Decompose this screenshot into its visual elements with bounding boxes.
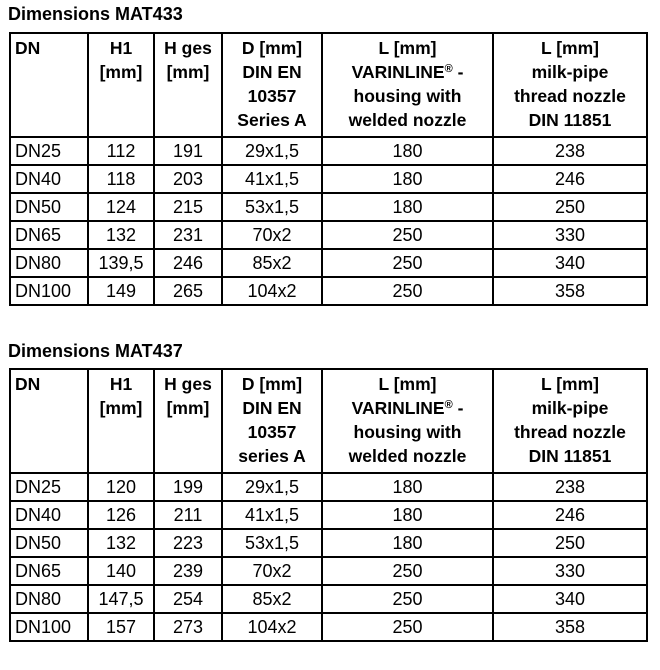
- cell-hges: 231: [154, 221, 222, 249]
- header-l-varinline-line-2: [323, 396, 492, 420]
- cell-h1: 149: [88, 277, 154, 305]
- header-row: [10, 33, 647, 137]
- cell-hges: 273: [154, 613, 222, 641]
- cell-h1: 157: [88, 613, 154, 641]
- cell-h1: 118: [88, 165, 154, 193]
- cell-l-milkpipe: 340: [493, 249, 647, 277]
- header-d: [222, 369, 322, 473]
- cell-hges: 223: [154, 529, 222, 557]
- header-l-varinline-line-1: L [mm]: [378, 38, 437, 58]
- cell-dn: DN80: [10, 585, 88, 613]
- cell-dn: DN100: [10, 613, 88, 641]
- table-row: [10, 193, 647, 221]
- cell-l-milkpipe: 238: [493, 473, 647, 501]
- header-h1: [88, 33, 154, 137]
- table-row: [10, 165, 647, 193]
- header-l-varinline-line-2: [323, 60, 492, 84]
- cell-l-milkpipe: 358: [493, 277, 647, 305]
- cell-h1: 139,5: [88, 249, 154, 277]
- cell-dn: DN100: [10, 277, 88, 305]
- cell-d: 53x1,5: [222, 529, 322, 557]
- cell-l-milkpipe: 246: [493, 501, 647, 529]
- section-title-mat437: Dimensions MAT437: [8, 341, 183, 361]
- header-l-varinline: [322, 369, 493, 473]
- cell-l-milkpipe: 246: [493, 165, 647, 193]
- cell-hges: 239: [154, 557, 222, 585]
- table-row: [10, 221, 647, 249]
- cell-h1: 147,5: [88, 585, 154, 613]
- header-l-milkpipe-line-4: DIN 11851: [528, 446, 612, 466]
- header-l-varinline: [322, 33, 493, 137]
- cell-hges: 199: [154, 473, 222, 501]
- cell-l-varinline: 180: [322, 473, 493, 501]
- cell-l-varinline: 180: [322, 501, 493, 529]
- table-row: [10, 613, 647, 641]
- dimensions-table-mat437: [9, 368, 648, 642]
- cell-l-varinline: 250: [322, 249, 493, 277]
- header-hges-line-2: [mm]: [166, 62, 210, 82]
- cell-l-varinline: 250: [322, 221, 493, 249]
- varinline-brand: VARINLINE: [351, 62, 445, 82]
- table-row: [10, 249, 647, 277]
- cell-d: 104x2: [222, 277, 322, 305]
- cell-dn: DN40: [10, 501, 88, 529]
- header-h1-line-1: H1: [109, 38, 133, 58]
- cell-h1: 112: [88, 137, 154, 165]
- section-title-mat433: Dimensions MAT433: [8, 4, 183, 24]
- header-d-line-4: Series A: [237, 110, 307, 130]
- cell-h1: 124: [88, 193, 154, 221]
- cell-h1: 120: [88, 473, 154, 501]
- cell-d: 41x1,5: [222, 501, 322, 529]
- dimensions-table-mat433: [9, 32, 648, 306]
- header-dn: [10, 369, 88, 473]
- table-row: [10, 501, 647, 529]
- varinline-dash: -: [452, 398, 464, 418]
- header-h1-line-2: [mm]: [99, 398, 143, 418]
- header-d-line-1: D [mm]: [241, 38, 303, 58]
- cell-dn: DN65: [10, 557, 88, 585]
- header-d-line-1: D [mm]: [241, 374, 303, 394]
- header-h1-line-2: [mm]: [99, 62, 143, 82]
- table-row: [10, 529, 647, 557]
- cell-dn: DN40: [10, 165, 88, 193]
- cell-d: 85x2: [222, 585, 322, 613]
- cell-hges: 211: [154, 501, 222, 529]
- header-d-line-4: series A: [238, 446, 306, 466]
- cell-hges: 203: [154, 165, 222, 193]
- cell-hges: 246: [154, 249, 222, 277]
- header-hges-line-1: H ges: [164, 374, 212, 394]
- header-dn: [10, 33, 88, 137]
- cell-l-varinline: 180: [322, 193, 493, 221]
- header-hges: [154, 33, 222, 137]
- varinline-brand: VARINLINE: [351, 398, 445, 418]
- cell-l-milkpipe: 238: [493, 137, 647, 165]
- cell-l-milkpipe: 330: [493, 557, 647, 585]
- header-hges: [154, 369, 222, 473]
- header-l-varinline-line-1: L [mm]: [378, 374, 437, 394]
- header-dn-line: DN: [15, 38, 41, 58]
- header-hges-line-1: H ges: [164, 38, 212, 58]
- cell-l-varinline: 250: [322, 557, 493, 585]
- cell-l-varinline: 250: [322, 613, 493, 641]
- header-l-milkpipe-line-4: DIN 11851: [528, 110, 612, 130]
- cell-dn: DN50: [10, 193, 88, 221]
- cell-l-varinline: 180: [322, 529, 493, 557]
- table-row: [10, 557, 647, 585]
- cell-dn: DN25: [10, 137, 88, 165]
- cell-l-milkpipe: 358: [493, 613, 647, 641]
- header-l-milkpipe-line-2: milk-pipe: [531, 62, 609, 82]
- header-h1: [88, 369, 154, 473]
- table-row: [10, 277, 647, 305]
- cell-dn: DN50: [10, 529, 88, 557]
- header-l-varinline-line-3: housing with: [353, 86, 462, 106]
- header-l-varinline-line-4: welded nozzle: [348, 110, 467, 130]
- table-row: [10, 585, 647, 613]
- cell-d: 70x2: [222, 557, 322, 585]
- header-d-line-2: DIN EN: [242, 62, 302, 82]
- cell-d: 29x1,5: [222, 473, 322, 501]
- varinline-dash: -: [452, 62, 464, 82]
- header-l-milkpipe-line-3: thread nozzle: [514, 422, 626, 442]
- cell-hges: 254: [154, 585, 222, 613]
- header-l-varinline-line-4: welded nozzle: [348, 446, 467, 466]
- cell-hges: 215: [154, 193, 222, 221]
- table-row: [10, 473, 647, 501]
- header-l-milkpipe-line-1: L [mm]: [540, 38, 599, 58]
- cell-dn: DN25: [10, 473, 88, 501]
- table-row: [10, 137, 647, 165]
- cell-h1: 140: [88, 557, 154, 585]
- cell-d: 53x1,5: [222, 193, 322, 221]
- cell-l-varinline: 180: [322, 165, 493, 193]
- cell-h1: 126: [88, 501, 154, 529]
- cell-dn: DN65: [10, 221, 88, 249]
- header-l-milkpipe: [493, 33, 647, 137]
- header-dn-line: DN: [15, 374, 41, 394]
- header-d-line-3: 10357: [247, 422, 297, 442]
- cell-dn: DN80: [10, 249, 88, 277]
- cell-l-varinline: 180: [322, 137, 493, 165]
- registered-mark: ®: [444, 63, 453, 75]
- header-h1-line-1: H1: [109, 374, 133, 394]
- cell-l-varinline: 250: [322, 277, 493, 305]
- header-d-line-2: DIN EN: [242, 398, 302, 418]
- cell-l-milkpipe: 330: [493, 221, 647, 249]
- header-d: [222, 33, 322, 137]
- cell-hges: 191: [154, 137, 222, 165]
- header-l-varinline-line-3: housing with: [353, 422, 462, 442]
- cell-h1: 132: [88, 529, 154, 557]
- cell-d: 41x1,5: [222, 165, 322, 193]
- header-hges-line-2: [mm]: [166, 398, 210, 418]
- registered-mark: ®: [444, 399, 453, 411]
- cell-l-milkpipe: 250: [493, 193, 647, 221]
- cell-d: 70x2: [222, 221, 322, 249]
- header-l-milkpipe-line-3: thread nozzle: [514, 86, 626, 106]
- cell-l-milkpipe: 250: [493, 529, 647, 557]
- header-l-milkpipe: [493, 369, 647, 473]
- cell-d: 29x1,5: [222, 137, 322, 165]
- cell-d: 104x2: [222, 613, 322, 641]
- cell-h1: 132: [88, 221, 154, 249]
- header-l-milkpipe-line-1: L [mm]: [540, 374, 599, 394]
- cell-l-milkpipe: 340: [493, 585, 647, 613]
- cell-d: 85x2: [222, 249, 322, 277]
- header-row: [10, 369, 647, 473]
- header-d-line-3: 10357: [247, 86, 297, 106]
- cell-l-varinline: 250: [322, 585, 493, 613]
- cell-hges: 265: [154, 277, 222, 305]
- header-l-milkpipe-line-2: milk-pipe: [531, 398, 609, 418]
